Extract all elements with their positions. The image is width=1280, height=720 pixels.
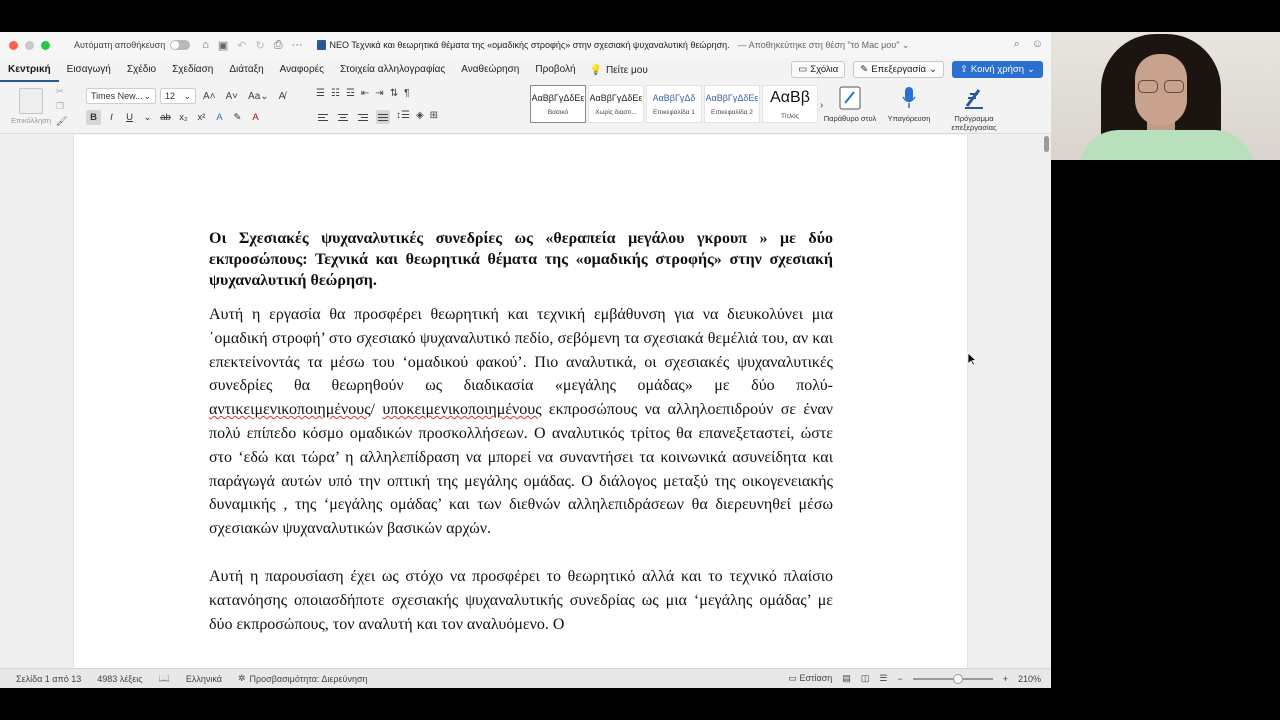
align-right-icon[interactable] (356, 110, 370, 124)
paragraph-1-part-a: Αυτή η εργασία θα προσφέρει θεωρητική και τεχνική εμβάθυνση για να διευκολύνει μια ΄ομαδική στροφή’ στο σχεσιακό ψυχαναλυτικό πεδίο, σεβόμενη τα σχεσιακά θεμέλιά του, αν και επεκτείνοντάς τα μέσω του ‘ομαδικού φακού’. Πιο αναλυτικά, οι σχεσιακές ψυχαναλυτικές συνεδρίες θα θεωρηθούν ως διαδικασία «μεγάλης ομάδας» με δύο πολύ- (209, 306, 833, 395)
style-sample: ΑαΒβΓγΔδ (652, 92, 696, 103)
tab-view[interactable]: Προβολή (535, 64, 576, 75)
sort-icon[interactable]: ⇅ (389, 88, 399, 99)
style-heading-1[interactable] (646, 85, 702, 123)
accessibility-icon: ✲ (237, 673, 246, 683)
justify-icon[interactable] (376, 110, 390, 124)
web-layout-icon[interactable]: ◫ (860, 673, 870, 683)
lightbulb-icon: 💡 (589, 64, 602, 76)
proofing-status[interactable] (159, 673, 170, 684)
autosave-label: Αυτόματη αποθήκευση (74, 40, 166, 50)
font-name-value: Times New... (91, 91, 143, 101)
borders-icon[interactable]: ⊞ (429, 110, 439, 121)
comments-label: Σχόλια (810, 64, 839, 75)
accessibility-label: Προσβασιμότητα: Διερεύνηση (249, 673, 368, 684)
paste-button[interactable] (8, 84, 54, 132)
glasses (1138, 80, 1184, 93)
style-sample: ΑαΒβΓγΔδΕε (531, 92, 585, 103)
save-location[interactable]: — Αποθηκεύτηκε στη θέση "το Mac μου" ⌄ (737, 39, 910, 50)
proofing-icon: 📖 (158, 673, 170, 683)
tell-me-search[interactable] (584, 65, 648, 76)
more-icon[interactable]: ··· (291, 38, 303, 51)
focus-mode[interactable] (788, 673, 832, 684)
microphone-icon (897, 85, 921, 111)
save-icon[interactable]: ▣ (217, 39, 229, 52)
paste-label: Επικόλληση (10, 116, 51, 125)
maximize-window-button[interactable] (41, 41, 50, 50)
style-name: Τίτλος (781, 112, 799, 120)
share-label: Κοινή χρήση (970, 64, 1025, 75)
tell-me-label: Πείτε μου (605, 64, 648, 76)
editing-label: Επεξεργασία (871, 64, 926, 75)
zoom-slider[interactable] (913, 678, 993, 680)
format-painter-icon[interactable]: 🖌 (56, 116, 68, 126)
increase-indent-icon[interactable]: ⇥ (375, 88, 384, 99)
misspelled-word[interactable]: αντικειμενικοποιημένους (209, 401, 371, 419)
ribbon-tabs (0, 58, 1051, 82)
ribbon-home (0, 82, 1051, 134)
mouse-cursor-icon (967, 352, 977, 366)
comment-icon: ▭ (798, 64, 808, 75)
styles-more-icon[interactable]: › (820, 100, 824, 111)
style-title[interactable] (762, 85, 818, 123)
decrease-indent-icon[interactable]: ⇤ (360, 88, 370, 99)
redo-icon[interactable]: ↻ (255, 39, 265, 52)
zoom-slider-thumb[interactable] (953, 674, 963, 684)
text-effects-icon[interactable]: A (216, 112, 223, 123)
align-left-icon[interactable] (316, 110, 330, 124)
editing-mode-button[interactable] (853, 61, 944, 78)
title-bar (0, 32, 1051, 58)
status-bar (0, 668, 1051, 688)
webcam-video (1051, 32, 1280, 160)
shading-icon[interactable]: ◈ (415, 110, 424, 121)
subscript-button[interactable]: x₂ (179, 112, 188, 123)
pencil-icon: ✎ (860, 64, 869, 75)
print-icon[interactable]: ⎙ (273, 38, 283, 51)
page-count[interactable]: Σελίδα 1 από 13 (16, 673, 82, 684)
tab-draw[interactable]: Σχέδιο (126, 64, 157, 75)
style-name: Βασικό (547, 108, 569, 116)
document-heading[interactable]: Οι Σχεσιακές ψυχαναλυτικές συνεδρίες ως «θεραπεία μεγάλου γκρουπ » με δύο εκπροσώπους: Τεχνικά και θεωρητικά θέματα της «ομαδικής στροφής» στην σχεσιακή ψυχαναλυτική θεώρηση. (209, 230, 833, 289)
change-case-icon[interactable]: Aa⌄ (248, 90, 269, 102)
style-sample: ΑαΒβΓγΔδΕε (589, 92, 643, 103)
tab-references[interactable]: Αναφορές (279, 64, 324, 75)
person-shirt (1079, 130, 1254, 160)
tab-insert[interactable]: Εισαγωγή (66, 64, 111, 75)
font-size-select[interactable] (160, 88, 196, 104)
style-normal[interactable] (530, 85, 586, 123)
document-title-text: ΝΕΟ Τεχνικά και θεωρητικά θέματα της «ομαδικής στροφής» στην σχεσιακή ψυχαναλυτική θεώρηση. (329, 40, 730, 50)
clear-formatting-icon[interactable]: A̸ (278, 90, 286, 102)
style-name: Επικεφαλίδα 2 (711, 108, 753, 116)
editor-button[interactable] (944, 85, 1004, 132)
comments-button[interactable] (791, 61, 845, 78)
chevron-down-icon: ⌄ (928, 64, 937, 75)
tab-design[interactable]: Σχεδίαση (172, 64, 214, 75)
dictate-button[interactable] (879, 85, 939, 123)
close-window-button[interactable] (9, 41, 18, 50)
page-content[interactable] (209, 228, 833, 636)
chevron-down-icon: ⌄ (183, 90, 191, 101)
paragraph-1-part-b: / (370, 401, 383, 419)
print-layout-icon[interactable]: ▤ (842, 673, 851, 683)
tab-review[interactable]: Αναθεώρηση (461, 64, 520, 75)
vertical-scrollbar[interactable] (1044, 136, 1049, 152)
style-no-spacing[interactable] (588, 85, 644, 123)
home-icon[interactable]: ⌂ (202, 38, 209, 51)
tab-home[interactable]: Κεντρική (0, 58, 59, 82)
align-center-icon[interactable] (336, 110, 350, 124)
font-size-value: 12 (165, 91, 176, 101)
font-name-select[interactable] (86, 88, 156, 104)
copy-icon[interactable]: ❐ (56, 101, 65, 111)
word-window (0, 32, 1051, 688)
window-controls (9, 41, 50, 50)
bold-button[interactable]: B (86, 110, 101, 125)
editor-icon (962, 85, 986, 111)
focus-label: Εστίαση (799, 673, 833, 683)
highlight-icon[interactable]: ✎ (233, 112, 242, 123)
line-spacing-icon[interactable]: ↕☰ (396, 110, 410, 121)
misspelled-word[interactable]: υποκειμενικοποιημένους (382, 401, 542, 419)
tab-mailings[interactable]: Στοιχεία αλληλογραφίας (339, 64, 446, 75)
document-title (317, 40, 910, 51)
grow-font-icon[interactable]: A˄ (203, 90, 216, 102)
word-doc-icon (317, 40, 326, 50)
undo-icon[interactable]: ↶ (237, 39, 247, 52)
superscript-button[interactable]: x² (197, 112, 206, 123)
focus-icon: ▭ (788, 673, 797, 683)
cut-icon[interactable]: ✂ (56, 86, 64, 96)
chevron-down-icon: ⌄ (1027, 64, 1035, 75)
style-name: Χωρίς διαστι... (595, 108, 637, 116)
styles-pane-icon (838, 85, 862, 111)
style-sample: ΑαΒβ (770, 88, 810, 106)
font-color-icon[interactable]: A (252, 112, 259, 123)
style-heading-2[interactable] (704, 85, 760, 123)
clipboard-icon (19, 88, 43, 114)
paragraph-2[interactable]: Αυτή η παρουσίαση έχει ως στόχο να προσφέρει το θεωρητικό αλλά και το τεχνικό πλαίσιο κατανόησης οποιασδήποτε σχεσιακής ψυχαναλυτικής συνεδρίας ως μια ‘μεγάλης ομάδας’ με δύο εκπροσώπους, τον αναλυτή και τον αναλυόμενο. Ο (209, 567, 833, 633)
zoom-in-icon[interactable]: + (1002, 673, 1008, 684)
shrink-font-icon[interactable]: A˅ (225, 90, 239, 102)
show-marks-icon[interactable]: ¶ (404, 88, 410, 99)
strikethrough-button[interactable]: ab (160, 112, 171, 123)
numbering-icon[interactable]: ☷ (330, 88, 340, 99)
word-count[interactable]: 4983 λέξεις (97, 673, 143, 684)
autosave-toggle[interactable] (170, 40, 190, 50)
styles-gallery (530, 85, 818, 123)
minimize-window-button[interactable] (25, 41, 34, 50)
tab-layout[interactable]: Διάταξη (229, 64, 264, 75)
read-mode-icon[interactable]: ☰ (879, 673, 888, 683)
account-icon[interactable]: ☺ (1031, 38, 1043, 50)
underline-button[interactable]: U (126, 112, 133, 123)
dictate-label: Υπαγόρευση (887, 114, 931, 123)
share-button[interactable] (952, 61, 1043, 78)
bullets-icon[interactable]: ☰ (316, 88, 325, 99)
style-name: Επικεφαλίδα 1 (653, 108, 695, 116)
share-icon: ⇪ (959, 64, 968, 75)
paragraph-1[interactable] (209, 303, 833, 541)
document-page[interactable] (74, 135, 967, 668)
styles-pane-button[interactable] (820, 85, 880, 123)
search-icon[interactable]: ⌕ (1013, 38, 1020, 50)
zoom-out-icon[interactable]: − (897, 673, 903, 684)
styles-pane-label: Παράθυρο στυλ (823, 114, 877, 123)
editor-label: Πρόγραμμα επεξεργασίας (951, 114, 997, 132)
zoom-level[interactable]: 210% (1017, 673, 1041, 684)
italic-button[interactable]: I (110, 112, 113, 123)
style-sample: ΑαΒβΓγΔδΕε (705, 92, 759, 103)
multilevel-list-icon[interactable]: ☲ (345, 88, 355, 99)
underline-options-icon[interactable]: ⌄ (143, 112, 152, 123)
accessibility-status[interactable] (238, 673, 368, 684)
document-canvas[interactable] (0, 135, 1051, 668)
chevron-down-icon: ⌄ (143, 90, 151, 101)
paragraph-1-part-c: εκπροσώπους να αλληλοεπιδρούν σε έναν πολύ επίπεδο κόσμο ομαδικών προσκολλήσεων. Ο αναλυτικός τρίτος θα επανεξεταστεί, ώστε στο ‘εδώ και τώρα’ η αλληλεπίδραση να μπορεί να συναντήσει τα κοινωνικά ασυνείδητα και παράγωγά αυτών υπό την οπτική της μεγάλης ομάδας. Ο διάλογος μεταξύ της οικογενειακής δυναμικής , της ‘μεγάλης ομάδας’ και των διεθνών αλληλεπιδράσεων θα διερευνηθεί μέσω σχεσιακών ψυχαναλυτικών βασικών αρχών. (209, 401, 834, 538)
language[interactable]: Ελληνικά (185, 673, 222, 684)
